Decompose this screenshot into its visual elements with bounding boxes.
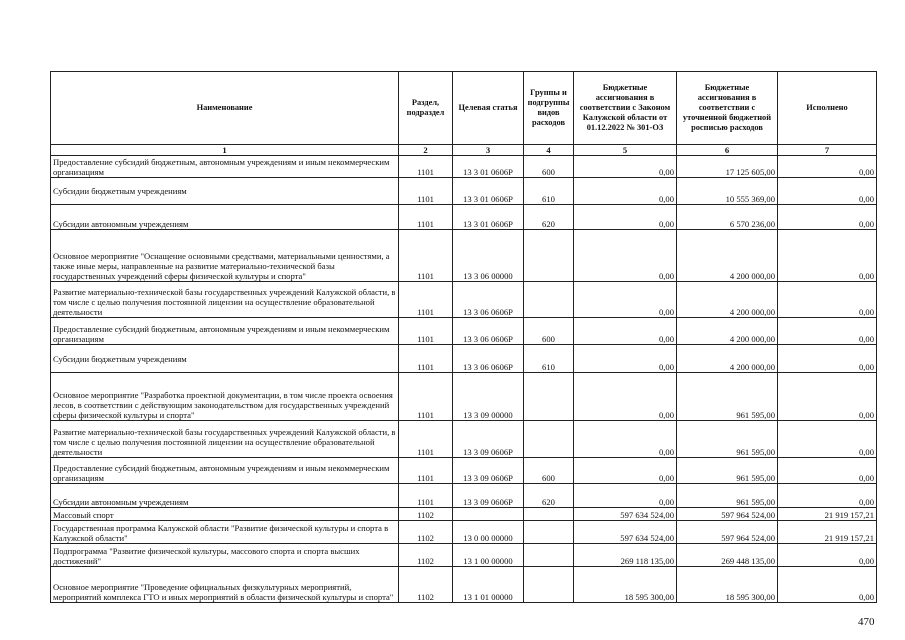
row-name: Субсидии автономным учреждениям [51, 484, 399, 508]
table-body [51, 156, 877, 603]
table-row [51, 421, 877, 458]
row-executed: 0,00 [778, 345, 877, 373]
row-article: 13 3 01 0606Р [453, 156, 524, 178]
row-executed: 21 919 157,21 [778, 508, 877, 521]
header-name: Наименование [51, 72, 399, 145]
row-article: 13 3 06 0606Р [453, 282, 524, 318]
column-number: 1 [51, 145, 399, 156]
budget-table [50, 71, 877, 603]
row-law-allocation: 0,00 [574, 282, 677, 318]
row-law-allocation: 597 634 524,00 [574, 508, 677, 521]
row-name: Развитие материально-технической базы государственных учреждений Калужской области, в том числе с целью получения постоянной лицензии на осуществление образовательной деятельности [51, 421, 399, 458]
row-law-allocation: 0,00 [574, 421, 677, 458]
table-header [51, 72, 877, 156]
table-row [51, 345, 877, 373]
row-article: 13 3 09 0606Р [453, 484, 524, 508]
row-law-allocation: 18 595 300,00 [574, 567, 677, 603]
row-name: Предоставление субсидий бюджетным, автономным учреждениям и иным некоммерческим организациям [51, 318, 399, 345]
column-number: 3 [453, 145, 524, 156]
row-section: 1101 [399, 230, 453, 282]
row-law-allocation: 0,00 [574, 230, 677, 282]
header-article: Целевая статья [453, 72, 524, 145]
row-name: Государственная программа Калужской области "Развитие физической культуры и спорта в Калужской области" [51, 521, 399, 544]
row-group: 600 [524, 156, 574, 178]
row-law-allocation: 0,00 [574, 178, 677, 205]
table-row [51, 484, 877, 508]
row-name: Основное мероприятие "Оснащение основными средствами, материальными ценностями, а также иные меры, направленные на развитие материально-технической базы государственных учреждений сферы физической культуры и спорта" [51, 230, 399, 282]
row-executed: 0,00 [778, 230, 877, 282]
row-article: 13 3 01 0606Р [453, 205, 524, 230]
row-refined-allocation: 4 200 000,00 [677, 345, 778, 373]
row-group [524, 567, 574, 603]
table-row [51, 567, 877, 603]
row-law-allocation: 0,00 [574, 373, 677, 421]
row-refined-allocation: 961 595,00 [677, 421, 778, 458]
row-executed: 0,00 [778, 458, 877, 484]
row-section: 1101 [399, 178, 453, 205]
row-law-allocation: 0,00 [574, 458, 677, 484]
row-executed: 21 919 157,21 [778, 521, 877, 544]
row-law-allocation: 0,00 [574, 345, 677, 373]
row-refined-allocation: 4 200 000,00 [677, 282, 778, 318]
row-executed: 0,00 [778, 484, 877, 508]
row-executed: 0,00 [778, 156, 877, 178]
row-group [524, 373, 574, 421]
row-section: 1101 [399, 484, 453, 508]
table-row [51, 205, 877, 230]
header-section: Раздел, подраздел [399, 72, 453, 145]
row-refined-allocation: 4 200 000,00 [677, 318, 778, 345]
row-executed: 0,00 [778, 282, 877, 318]
row-section: 1101 [399, 282, 453, 318]
table-row [51, 318, 877, 345]
row-section: 1101 [399, 458, 453, 484]
page-number: 470 [858, 616, 875, 628]
table-row [51, 458, 877, 484]
row-executed: 0,00 [778, 373, 877, 421]
row-article: 13 3 06 00000 [453, 230, 524, 282]
row-group: 610 [524, 345, 574, 373]
row-group: 620 [524, 205, 574, 230]
row-refined-allocation: 597 964 524,00 [677, 521, 778, 544]
row-name: Субсидии бюджетным учреждениям [51, 178, 399, 205]
row-refined-allocation: 6 570 236,00 [677, 205, 778, 230]
row-section: 1101 [399, 205, 453, 230]
row-section: 1101 [399, 318, 453, 345]
row-section: 1101 [399, 156, 453, 178]
row-article: 13 3 09 00000 [453, 373, 524, 421]
row-group [524, 521, 574, 544]
table-row [51, 156, 877, 178]
row-refined-allocation: 10 555 369,00 [677, 178, 778, 205]
row-refined-allocation: 4 200 000,00 [677, 230, 778, 282]
row-section: 1101 [399, 421, 453, 458]
column-number: 6 [677, 145, 778, 156]
row-group [524, 282, 574, 318]
row-law-allocation: 0,00 [574, 156, 677, 178]
row-name: Подпрограмма "Развитие физической культуры, массового спорта и спорта высших достижений" [51, 544, 399, 567]
row-law-allocation: 0,00 [574, 484, 677, 508]
table-row [51, 178, 877, 205]
row-name: Предоставление субсидий бюджетным, автономным учреждениям и иным некоммерческим организациям [51, 458, 399, 484]
row-article: 13 3 06 0606Р [453, 345, 524, 373]
row-executed: 0,00 [778, 567, 877, 603]
row-name: Массовый спорт [51, 508, 399, 521]
row-law-allocation: 0,00 [574, 205, 677, 230]
row-group: 620 [524, 484, 574, 508]
row-section: 1102 [399, 567, 453, 603]
row-law-allocation: 597 634 524,00 [574, 521, 677, 544]
row-name: Основное мероприятие "Разработка проектной документации, в том числе проекта освоения лесов, в соответствии с действующим законодательством для государственных учреждений сферы физической культуры и спорта" [51, 373, 399, 421]
row-group [524, 421, 574, 458]
row-group [524, 544, 574, 567]
row-name: Развитие материально-технической базы государственных учреждений Калужской области, в том числе с целью получения постоянной лицензии на осуществление образовательной деятельности [51, 282, 399, 318]
row-article: 13 3 09 0606Р [453, 421, 524, 458]
row-law-allocation: 0,00 [574, 318, 677, 345]
header-refined-allocation: Бюджетные ассигнования в соответствии с уточненной бюджетной росписью расходов [677, 72, 778, 145]
row-section: 1102 [399, 544, 453, 567]
row-refined-allocation: 961 595,00 [677, 484, 778, 508]
column-number: 4 [524, 145, 574, 156]
row-article: 13 3 06 0606Р [453, 318, 524, 345]
row-section: 1101 [399, 345, 453, 373]
row-name: Основное мероприятие "Проведение официальных физкультурных мероприятий, мероприятий комплекса ГТО и иных мероприятий в области физической культуры и спорта" [51, 567, 399, 603]
row-article [453, 508, 524, 521]
row-name: Предоставление субсидий бюджетным, автономным учреждениям и иным некоммерческим организациям [51, 156, 399, 178]
row-group: 610 [524, 178, 574, 205]
row-group [524, 230, 574, 282]
row-section: 1102 [399, 521, 453, 544]
row-executed: 0,00 [778, 421, 877, 458]
row-group [524, 508, 574, 521]
header-law-allocation: Бюджетные ассигнования в соответствии с Законом Калужской области от 01.12.2022 № 301-ОЗ [574, 72, 677, 145]
row-article: 13 1 01 00000 [453, 567, 524, 603]
column-number: 2 [399, 145, 453, 156]
column-number: 5 [574, 145, 677, 156]
column-number: 7 [778, 145, 877, 156]
row-refined-allocation: 961 595,00 [677, 373, 778, 421]
table-row [51, 282, 877, 318]
header-group: Группы и подгруппы видов расходов [524, 72, 574, 145]
row-executed: 0,00 [778, 205, 877, 230]
row-name: Субсидии автономным учреждениям [51, 205, 399, 230]
row-article: 13 3 09 0606Р [453, 458, 524, 484]
row-law-allocation: 269 118 135,00 [574, 544, 677, 567]
table-row [51, 373, 877, 421]
table-row [51, 544, 877, 567]
row-group: 600 [524, 458, 574, 484]
row-group: 600 [524, 318, 574, 345]
table-row [51, 230, 877, 282]
row-refined-allocation: 17 125 605,00 [677, 156, 778, 178]
row-article: 13 1 00 00000 [453, 544, 524, 567]
row-article: 13 3 01 0606Р [453, 178, 524, 205]
row-article: 13 0 00 00000 [453, 521, 524, 544]
row-executed: 0,00 [778, 544, 877, 567]
row-refined-allocation: 961 595,00 [677, 458, 778, 484]
row-refined-allocation: 597 964 524,00 [677, 508, 778, 521]
row-executed: 0,00 [778, 318, 877, 345]
row-section: 1101 [399, 373, 453, 421]
row-refined-allocation: 269 448 135,00 [677, 544, 778, 567]
row-name: Субсидии бюджетным учреждениям [51, 345, 399, 373]
table-row [51, 508, 877, 521]
header-executed: Исполнено [778, 72, 877, 145]
row-executed: 0,00 [778, 178, 877, 205]
table-row [51, 521, 877, 544]
row-section: 1102 [399, 508, 453, 521]
row-refined-allocation: 18 595 300,00 [677, 567, 778, 603]
